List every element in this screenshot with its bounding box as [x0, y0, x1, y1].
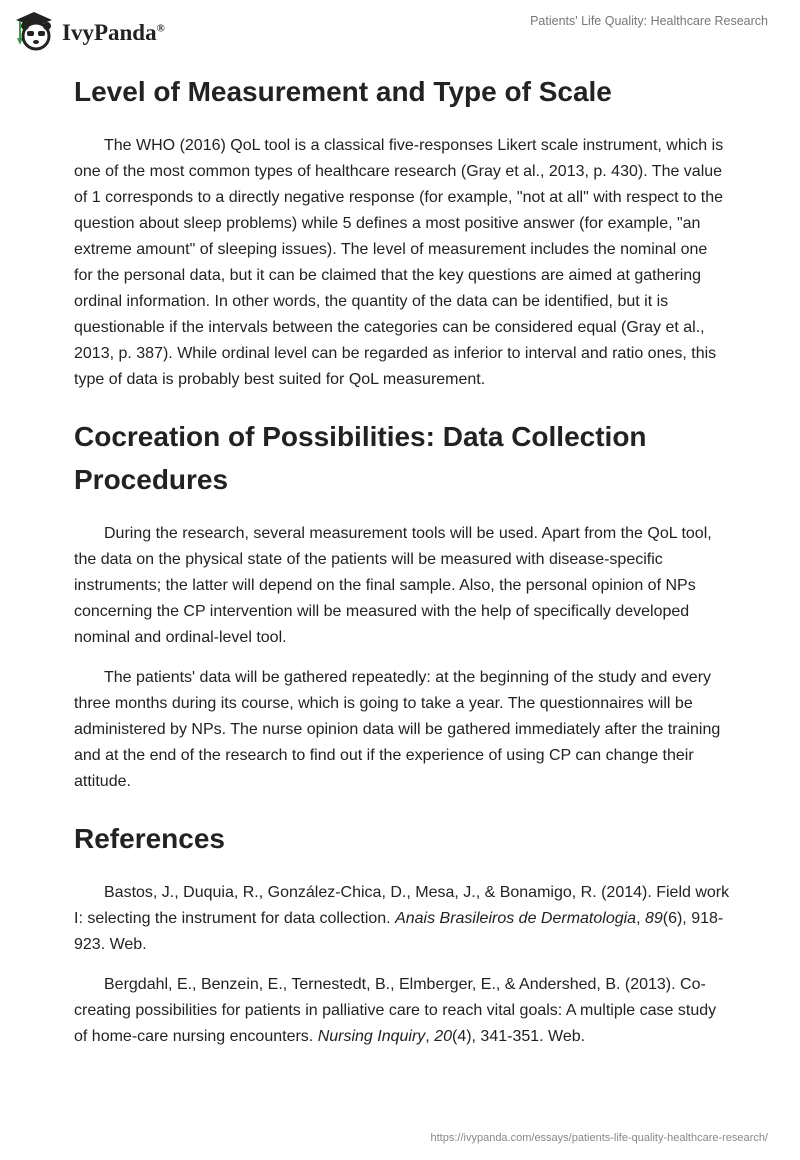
section-heading: Level of Measurement and Type of Scale	[74, 76, 612, 107]
paragraph: During the research, several measurement tools will be used. Apart from the QoL tool, the data on the physical state of the patients will be measured with disease-specific instruments; the latter will depend on the final sample. Also, the personal opinion of NPs concerning the CP intervention will be measured with the help of specifically developed nominal and ordinal-level tool.	[74, 525, 712, 646]
paragraph: The WHO (2016) QoL tool is a classical five-responses Likert scale instrument, which is one of the most common types of healthcare research (Gray et al., 2013, p. 430). The value of 1 corresponds to a directly negative response (for example, "not at all" with respect to the question about sleep problems) while 5 defines a most positive answer (for example, "an extreme amount" of sleeping issues). The level of measurement includes the nominal one for the personal data, but it can be claimed that the key questions are aimed at gathering ordinal information. In other words, the quantity of the data can be identified, but it is questionable if the intervals between the categories can be considered equal (Gray et al., 2013, p. 387). While ordinal level can be regarded as inferior to interval and ratio ones, this type of data is probably best suited for QoL measurement.	[74, 137, 724, 388]
panda-graduate-icon	[12, 8, 56, 52]
ivypanda-logo[interactable]	[12, 8, 165, 52]
section-level-of-measurement	[74, 70, 730, 393]
document-title: Patients' Life Quality: Healthcare Research	[530, 14, 768, 28]
reference-item: Bastos, J., Duquia, R., González-Chica, D., Mesa, J., & Bonamigo, R. (2014). Field work I: selecting the instrument for data collection. Anais Brasileiros de Dermatologia, 89(6), 918-923. Web.	[74, 884, 730, 953]
essay-content	[74, 70, 730, 1072]
section-data-collection	[74, 415, 730, 795]
reference-item: Bergdahl, E., Benzein, E., Ternestedt, B., Elmberger, E., & Andershed, B. (2013). Co-creating possibilities for patients in palliative care to reach vital goals: A multiple case study of home-care nursing encounters. Nursing Inquiry, 20(4), 341-351. Web.	[74, 976, 717, 1045]
header	[0, 0, 800, 60]
logo-text: IvyPanda®	[62, 20, 165, 45]
footer-url[interactable]: https://ivypanda.com/essays/patients-life-quality-healthcare-research/	[430, 1132, 768, 1144]
references-section	[74, 817, 730, 1050]
section-heading: Cocreation of Possibilities: Data Collection Procedures	[74, 421, 647, 495]
references-heading: References	[74, 823, 225, 854]
paragraph: The patients' data will be gathered repeatedly: at the beginning of the study and every three months during its course, which is going to take a year. The questionnaires will be administered by NPs. The nurse opinion data will be gathered immediately after the training and at the end of the research to find out if the experience of using CP can change their attitude.	[74, 669, 721, 790]
